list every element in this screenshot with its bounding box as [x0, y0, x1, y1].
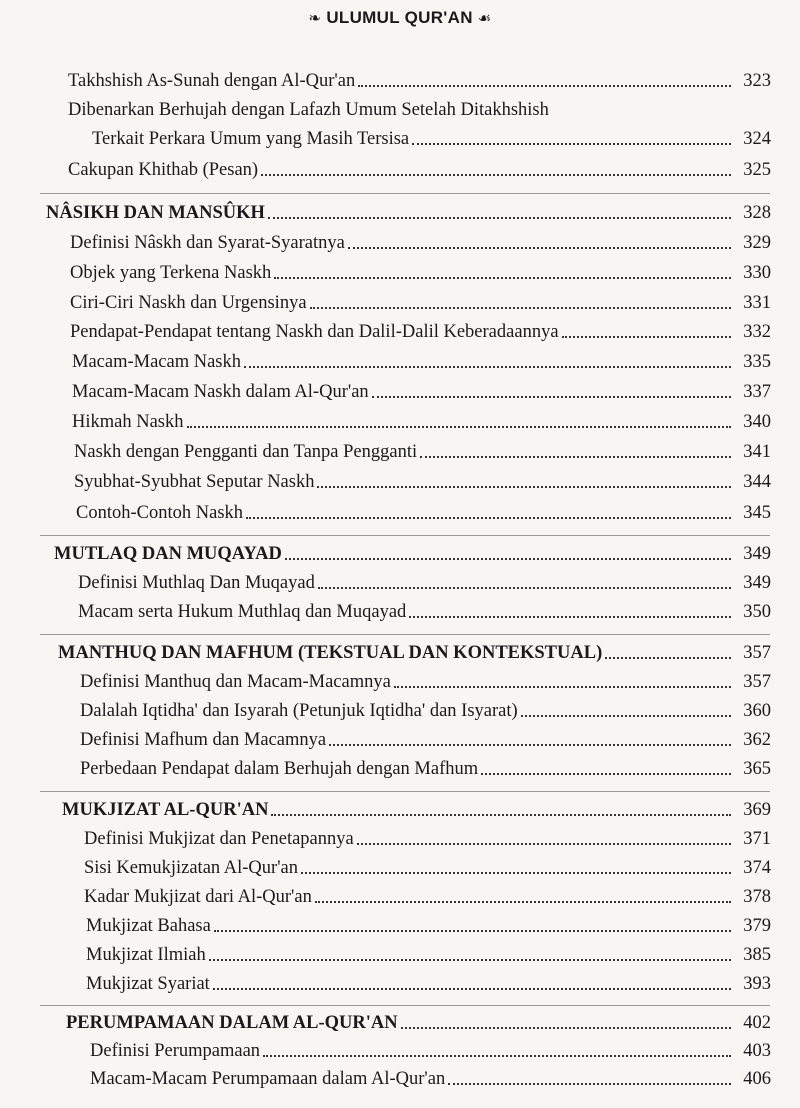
section-divider — [40, 535, 770, 536]
leader-dots — [285, 558, 731, 560]
toc-section-label: MUTLAQ DAN MUQAYAD — [54, 544, 282, 564]
toc-entry-page: 350 — [743, 602, 771, 622]
toc-entry-page: 341 — [743, 442, 771, 462]
toc-entry-label: Ciri-Ciri Naskh dan Urgensinya — [70, 293, 307, 313]
leader-dots — [357, 843, 731, 845]
toc-entry[interactable] — [74, 441, 771, 463]
toc-section-heading[interactable] — [54, 543, 771, 565]
leader-dots — [358, 85, 731, 87]
section-divider — [40, 791, 770, 792]
toc-entry-page: 344 — [743, 472, 771, 492]
toc-entry[interactable] — [68, 159, 771, 181]
toc-entry-label: Takhshish As-Sunah dengan Al-Qur'an — [68, 71, 356, 91]
toc-entry-label: Terkait Perkara Umum yang Masih Tersisa — [92, 129, 410, 149]
toc-entry-page: 324 — [743, 129, 771, 149]
leader-dots — [244, 366, 731, 368]
toc-entry-label: Definisi Muthlaq Dan Muqayad — [78, 573, 315, 593]
toc-entry-label: Pendapat-Pendapat tentang Naskh dan Dalil-Dalil Keberadaannya — [70, 322, 559, 342]
toc-entry-page: 340 — [743, 412, 771, 432]
toc-entry-label: Naskh dengan Pengganti dan Tanpa Pengganti — [74, 442, 418, 462]
toc-entry-page: 325 — [743, 160, 771, 180]
toc-entry-page: 332 — [743, 322, 771, 342]
leader-dots — [372, 396, 731, 398]
leader-dots — [274, 277, 731, 279]
toc-entry-label: Sisi Kemukjizatan Al-Qur'an — [84, 858, 298, 878]
section-divider — [40, 1005, 770, 1006]
header-title: ULUMUL QUR'AN — [326, 8, 473, 27]
toc-section-label: PERUMPAMAAN DALAM AL-QUR'AN — [66, 1013, 398, 1033]
toc-entry[interactable] — [84, 828, 771, 850]
section-divider — [40, 634, 770, 635]
toc-entry-page: 385 — [743, 945, 771, 965]
toc-entry-page: 323 — [743, 71, 771, 91]
leader-dots — [268, 217, 731, 219]
toc-entry[interactable] — [86, 973, 771, 995]
toc-entry-label: Definisi Nâskh dan Syarat-Syaratnya — [70, 233, 345, 253]
toc-section-page: 369 — [743, 800, 771, 820]
leader-dots — [271, 814, 731, 816]
leader-dots — [329, 744, 731, 746]
toc-entry-label: Syubhat-Syubhat Seputar Naskh — [74, 472, 315, 492]
leader-dots — [481, 773, 731, 775]
toc-entry-page: 403 — [743, 1041, 771, 1061]
toc-entry-page: 335 — [743, 352, 771, 372]
leader-dots — [412, 143, 731, 145]
leader-dots — [420, 456, 731, 458]
toc-entry-page: 345 — [743, 503, 771, 523]
toc-entry-label: Mukjizat Syariat — [86, 974, 210, 994]
toc-entry-page: 374 — [743, 858, 771, 878]
toc-section-page: 349 — [743, 544, 771, 564]
leader-dots — [261, 174, 731, 176]
leader-dots — [448, 1083, 731, 1085]
toc-entry-page: 337 — [743, 382, 771, 402]
leader-dots — [187, 426, 732, 428]
toc-entry[interactable] — [74, 471, 771, 493]
toc-entry[interactable] — [78, 572, 771, 594]
toc-entry-label: Hikmah Naskh — [72, 412, 184, 432]
toc-entry-label: Macam-Macam Naskh — [72, 352, 242, 372]
leader-dots — [310, 307, 731, 309]
leader-dots — [562, 336, 731, 338]
toc-entry[interactable] — [80, 729, 771, 751]
toc-entry[interactable] — [84, 857, 771, 879]
toc-section-heading[interactable] — [62, 799, 771, 821]
toc-entry[interactable] — [70, 262, 771, 284]
toc-entry-label: Macam-Macam Perumpamaan dalam Al-Qur'an — [90, 1069, 446, 1089]
toc-section-page: 328 — [743, 203, 771, 223]
leader-dots — [409, 616, 731, 618]
toc-section-heading[interactable] — [58, 642, 771, 664]
leader-dots — [394, 686, 731, 688]
leader-dots — [246, 517, 731, 519]
toc-entry-page: 379 — [743, 916, 771, 936]
toc-entry-label: Mukjizat Bahasa — [86, 916, 211, 936]
toc-entry[interactable] — [70, 292, 771, 314]
toc-entry-label: Contoh-Contoh Naskh — [76, 503, 244, 523]
toc-entry-page: 349 — [743, 573, 771, 593]
toc-entry[interactable] — [72, 351, 771, 373]
leader-dots — [317, 486, 731, 488]
toc-entry[interactable] — [68, 70, 771, 92]
toc-entry-label: Kadar Mukjizat dari Al-Qur'an — [84, 887, 312, 907]
leader-dots — [209, 959, 731, 961]
toc-section-label: MANTHUQ DAN MAFHUM (TEKSTUAL DAN KONTEKSTUAL) — [58, 643, 603, 663]
toc-section-page: 357 — [743, 643, 771, 663]
toc-entry[interactable] — [90, 1068, 771, 1090]
toc-entry-page: 371 — [743, 829, 771, 849]
toc-entry[interactable] — [80, 700, 771, 722]
leader-dots — [318, 587, 731, 589]
toc-entry-page: 393 — [743, 974, 771, 994]
toc-entry-label: Definisi Mukjizat dan Penetapannya — [84, 829, 354, 849]
toc-section-label: NÂSIKH DAN MANSÛKH — [46, 203, 265, 223]
toc-section-heading[interactable] — [46, 202, 771, 224]
toc-entry-label: Cakupan Khithab (Pesan) — [68, 160, 259, 180]
toc-entry-label-line1[interactable]: Dibenarkan Berhujah dengan Lafazh Umum Setelah Ditakhshish — [68, 100, 549, 120]
leader-dots — [605, 657, 731, 659]
toc-entry[interactable] — [70, 321, 771, 343]
toc-entry-label: Dalalah Iqtidha' dan Isyarah (Petunjuk Iqtidha' dan Isyarat) — [80, 701, 518, 721]
toc-entry[interactable] — [86, 944, 771, 966]
leader-dots — [214, 930, 731, 932]
toc-entry-page: 365 — [743, 759, 771, 779]
toc-entry-page: 362 — [743, 730, 771, 750]
toc-entry[interactable] — [76, 502, 771, 524]
section-divider — [40, 193, 770, 194]
toc-entry-label: Definisi Mafhum dan Macamnya — [80, 730, 327, 750]
leader-dots — [263, 1055, 731, 1057]
toc-entry-label: Definisi Manthuq dan Macam-Macamnya — [80, 672, 391, 692]
toc-entry[interactable] — [78, 601, 771, 623]
toc-entry[interactable] — [72, 381, 771, 403]
leader-dots — [401, 1027, 731, 1029]
toc-entry[interactable] — [70, 232, 771, 254]
toc-entry-page: 360 — [743, 701, 771, 721]
ornament-right-icon: ☙ — [477, 10, 492, 27]
ornament-left-icon: ❧ — [308, 10, 322, 27]
toc-section-label: MUKJIZAT AL-QUR'AN — [62, 800, 269, 820]
toc-section-page: 402 — [743, 1013, 771, 1033]
toc-entry-label: Macam serta Hukum Muthlaq dan Muqayad — [78, 602, 407, 622]
toc-entry[interactable] — [90, 1040, 771, 1062]
toc-entry[interactable] — [92, 128, 771, 150]
toc-entry-label: Definisi Perumpamaan — [90, 1041, 261, 1061]
leader-dots — [301, 872, 731, 874]
toc-entry[interactable] — [86, 915, 771, 937]
toc-entry-page: 329 — [743, 233, 771, 253]
leader-dots — [521, 715, 731, 717]
toc-entry-label: Objek yang Terkena Naskh — [70, 263, 272, 283]
toc-entry[interactable] — [80, 671, 771, 693]
toc-entry-label: Mukjizat Ilmiah — [86, 945, 206, 965]
toc-entry-page: 331 — [743, 293, 771, 313]
toc-entry-page: 330 — [743, 263, 771, 283]
toc-entry-page: 378 — [743, 887, 771, 907]
toc-entry[interactable] — [84, 886, 771, 908]
toc-entry-page: 357 — [743, 672, 771, 692]
toc-entry-label: Macam-Macam Naskh dalam Al-Qur'an — [72, 382, 369, 402]
toc-entry-page: 406 — [743, 1069, 771, 1089]
toc-entry[interactable] — [72, 411, 771, 433]
toc-section-heading[interactable] — [66, 1012, 771, 1034]
leader-dots — [348, 247, 731, 249]
toc-entry[interactable] — [80, 758, 771, 780]
leader-dots — [213, 988, 731, 990]
leader-dots — [315, 901, 731, 903]
toc-entry-label: Perbedaan Pendapat dalam Berhujah dengan Mafhum — [80, 759, 479, 779]
